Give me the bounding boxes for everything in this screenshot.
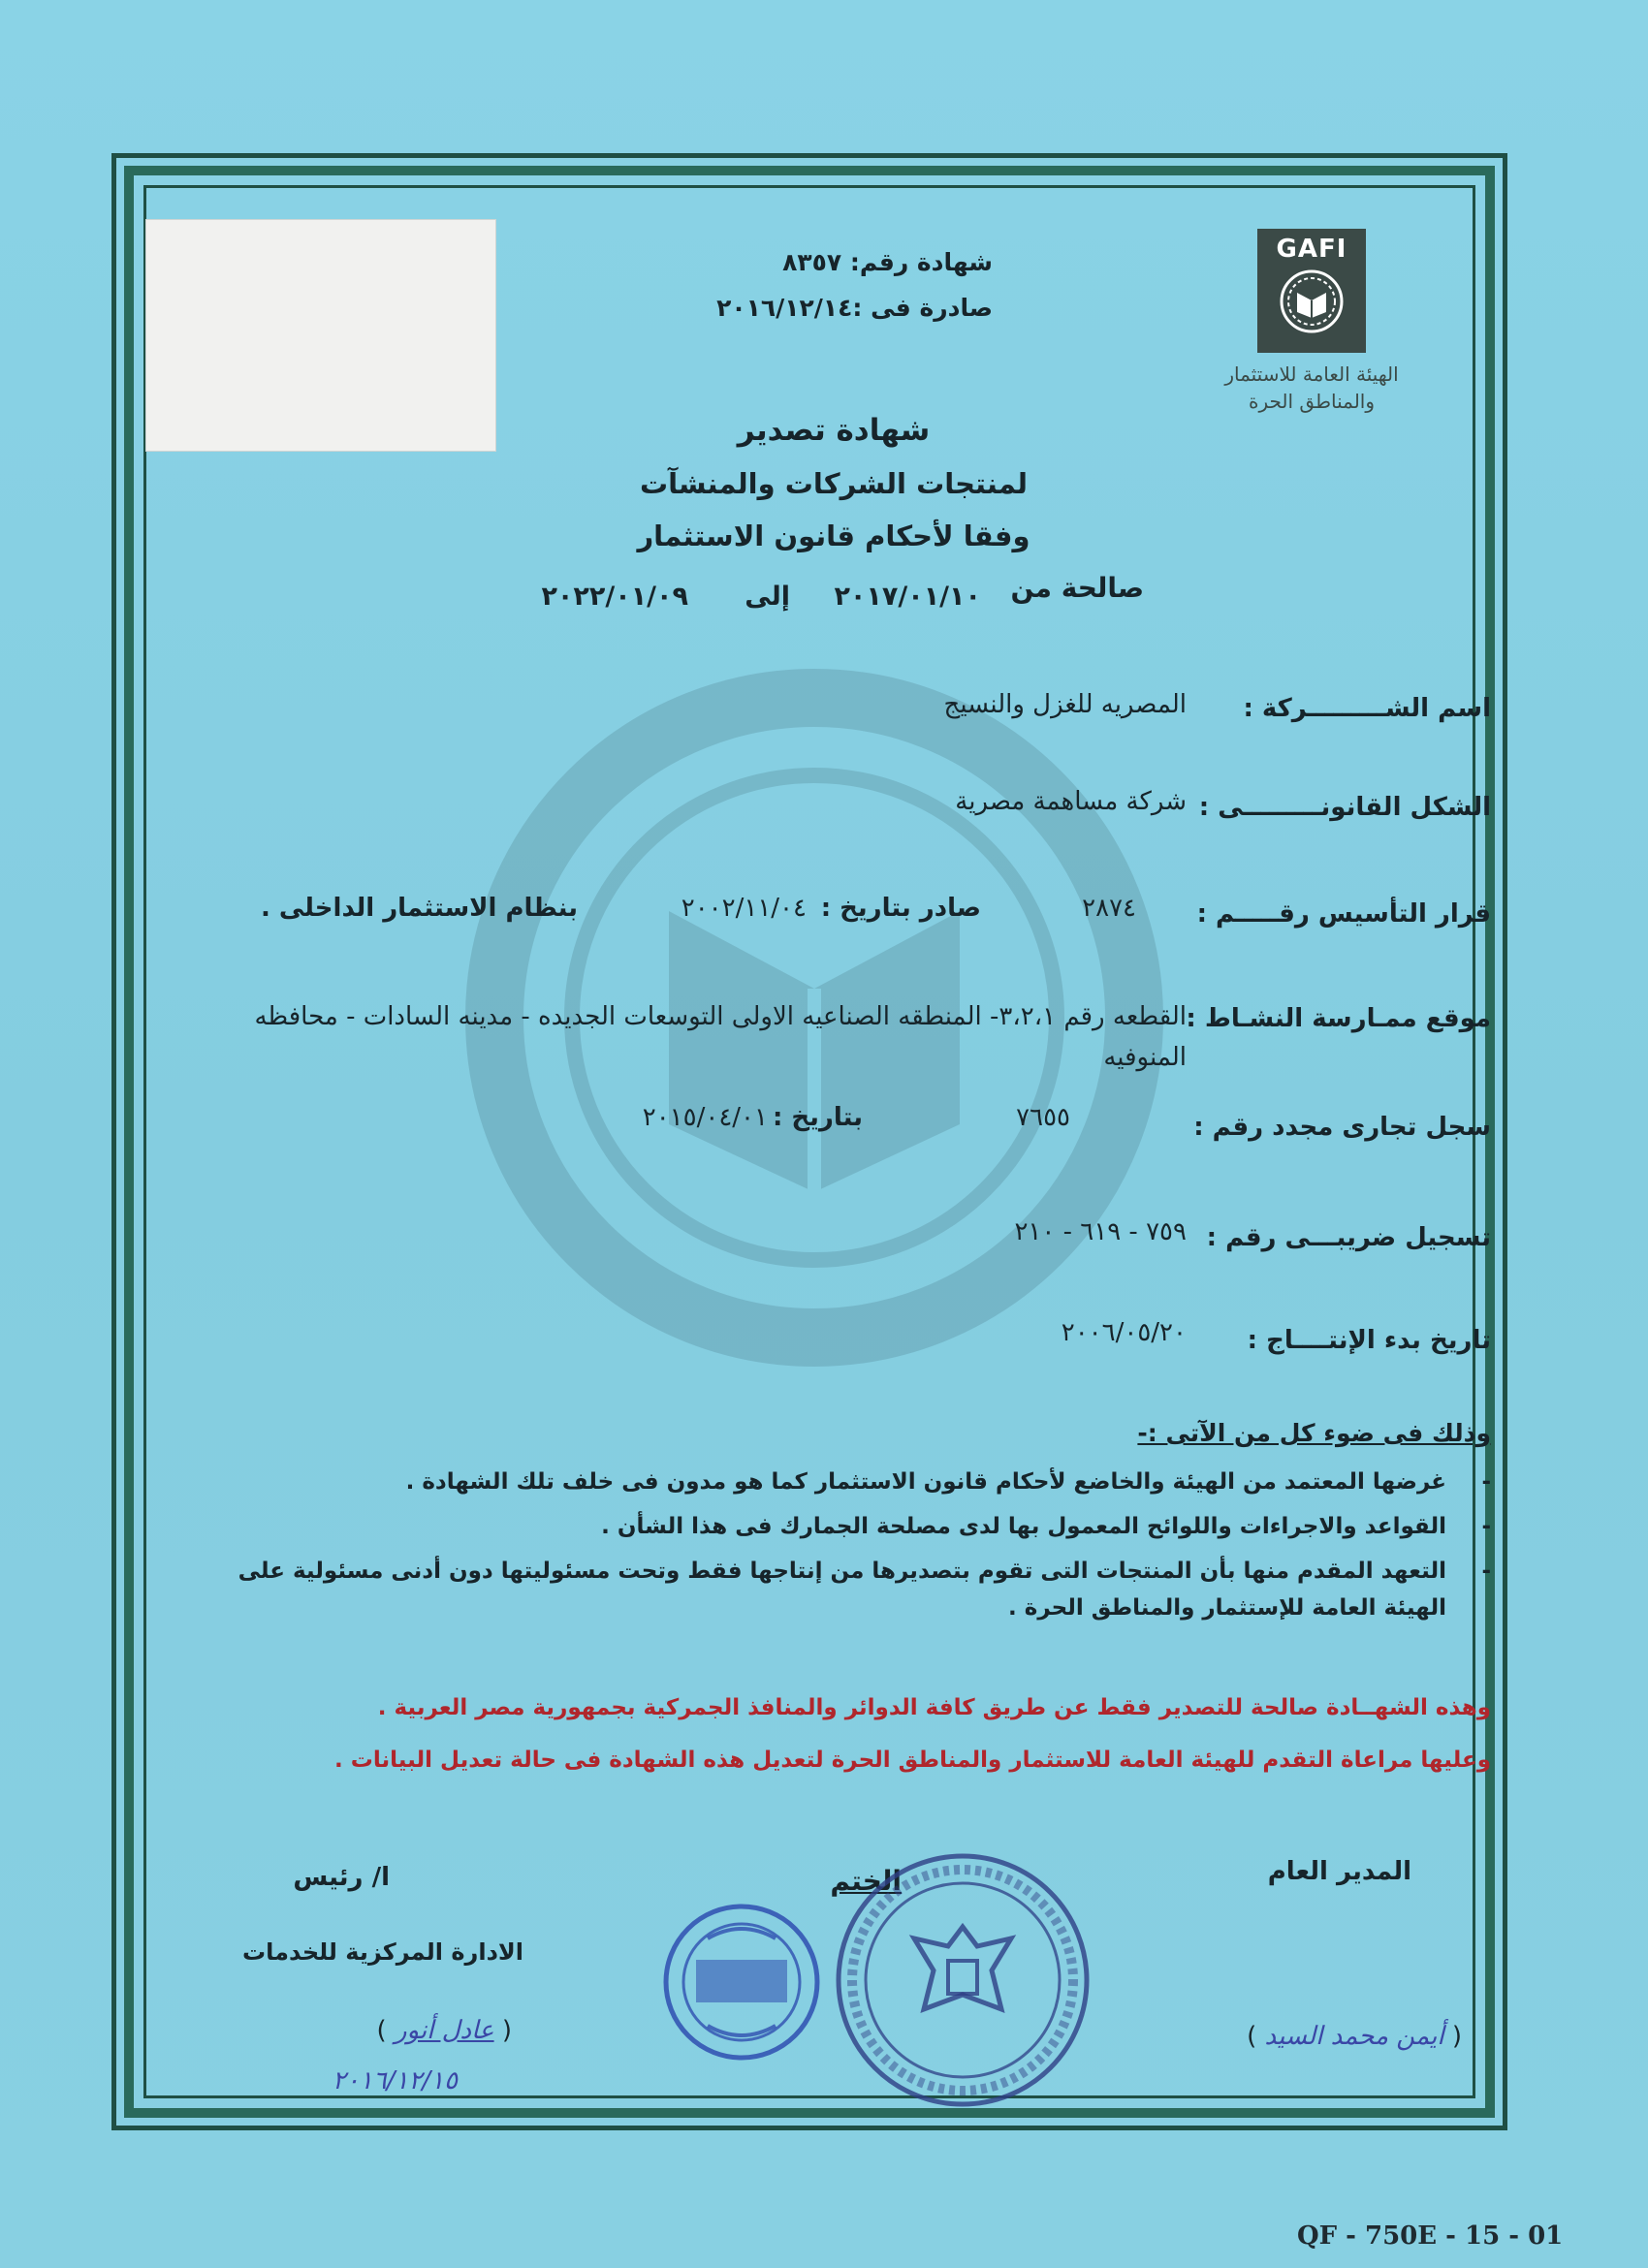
logo-caption-line1: الهيئة العامة للاستثمار <box>1224 362 1399 386</box>
gafi-logo <box>1220 229 1404 415</box>
issue-date: صادرة فى :٢٠١٦/١٢/١٤ <box>716 294 993 322</box>
director-signature: ( أيمن محمد السيد ) <box>1247 2022 1462 2051</box>
founding-decree-label: قرار التأسيس رقـــــم : <box>1196 899 1491 929</box>
photo-placeholder <box>145 219 496 452</box>
book-shield-icon <box>1278 268 1346 335</box>
commercial-register-number: ٧٦٥٥ <box>1016 1103 1070 1132</box>
legal-form-label: الشكل القانونـــــــــى : <box>1198 793 1491 822</box>
seal-label: الختم <box>830 1865 902 1897</box>
form-code: QF - 750E - 15 - 01 <box>1297 2221 1564 2251</box>
company-name-label: اسم الشـــــــــركة : <box>1243 694 1491 723</box>
production-start-value: ٢٠٠٦/٠٥/٢٠ <box>1061 1318 1187 1347</box>
central-services-department: الادارة المركزية للخدمات <box>241 1938 523 1966</box>
commercial-date-label: بتاريخ : <box>772 1103 863 1132</box>
certificate-title: شهادة تصدير <box>737 413 931 448</box>
eagle-seal-icon <box>832 1849 1093 2111</box>
list-item: - التعهد المقدم منها بأن المنتجات التى تقوم بتصديرها من إنتاجها فقط وتحت مسئوليتها دون أدنى مسئولية على الهيئة العامة للإستثمار والمناطق الحرة . <box>238 1559 1491 1621</box>
certificate-subtitle-2: وفقا لأحكام قانون الاستثمار <box>637 520 1030 552</box>
head-signature: ( عادل أنور ) <box>376 2016 512 2045</box>
production-start-label: تاريخ بدء الإنتــــاج : <box>1247 1326 1491 1355</box>
head-title <box>293 1863 390 1892</box>
head-title-text: رئيس <box>293 1863 364 1892</box>
conditions-heading: وذلك فى ضوء كل من الآتى :- <box>1137 1419 1491 1447</box>
logo-caption-line2: والمناطق الحرة <box>1248 390 1376 413</box>
commercial-register-label: سجل تجارى مجدد رقم : <box>1193 1113 1491 1142</box>
tax-registration-value: ٧٥٩ - ٦١٩ - ٢١٠ <box>1014 1217 1187 1246</box>
conditions-list <box>173 1464 1491 1634</box>
head-prefix: ا/ <box>371 1863 390 1892</box>
head-name: عادل أنور <box>394 2016 494 2045</box>
head-signature-date: ٢٠١٦/١٢/١٥ <box>332 2066 458 2095</box>
valid-from-label: صالحة من <box>1010 572 1144 604</box>
blue-stamp-icon <box>659 1900 824 2064</box>
founding-decree-number: ٢٨٧٤ <box>1082 894 1136 923</box>
general-director-title: المدير العام <box>1267 1857 1411 1886</box>
company-name-value: المصريه للغزل والنسيج <box>943 690 1187 719</box>
valid-to-label: إلى <box>745 582 790 612</box>
commercial-date: ٢٠١٥/٠٤/٠١ <box>642 1103 768 1132</box>
founding-date-label: صادر بتاريخ : <box>820 894 981 923</box>
certificate-subtitle-1: لمنتجات الشركات والمنشآت <box>639 467 1029 500</box>
director-name: أيمن محمد السيد <box>1264 2022 1444 2051</box>
validity-note-1: وهذه الشهــادة صالحة للتصدير فقط عن طريق كافة الدوائر والمنافذ الجمركية بجمهورية مصر العربية . <box>377 1695 1491 1720</box>
founding-date: ٢٠٠٢/١١/٠٤ <box>681 894 807 923</box>
valid-from-date: ٢٠١٧/٠١/١٠ <box>834 582 981 612</box>
list-item: - القواعد والاجراءات واللوائح المعمول بها لدى مصلحة الجمارك فى هذا الشأن . <box>601 1514 1491 1539</box>
validity-note-2: وعليها مراعاة التقدم للهيئة العامة للاستثمار والمناطق الحرة لتعديل هذه الشهادة فى حالة تعديل البيانات . <box>333 1748 1491 1773</box>
certificate-number: شهادة رقم: ٨٣٥٧ <box>782 248 993 276</box>
activity-site-value: القطعه رقم ٣،٢،١- المنطقه الصناعيه الاولى التوسعات الجديده - مدينه السادات - محافظه المنوفيه <box>254 1002 1187 1072</box>
founding-regime: بنظام الاستثمار الداخلى . <box>260 894 578 923</box>
tax-registration-label: تسجيل ضريبـــى رقم : <box>1206 1223 1491 1252</box>
legal-form-value: شركة مساهمة مصرية <box>955 787 1187 816</box>
logo-title: GAFI <box>1276 235 1347 264</box>
list-item: - غرضها المعتمد من الهيئة والخاضع لأحكام قانون الاستثمار كما هو مدون فى خلف تلك الشهادة . <box>405 1469 1491 1495</box>
valid-to-date: ٢٠٢٢/٠١/٠٩ <box>541 582 688 612</box>
activity-site-label: موقع ممـارسة النشـاط : <box>1186 1004 1491 1033</box>
